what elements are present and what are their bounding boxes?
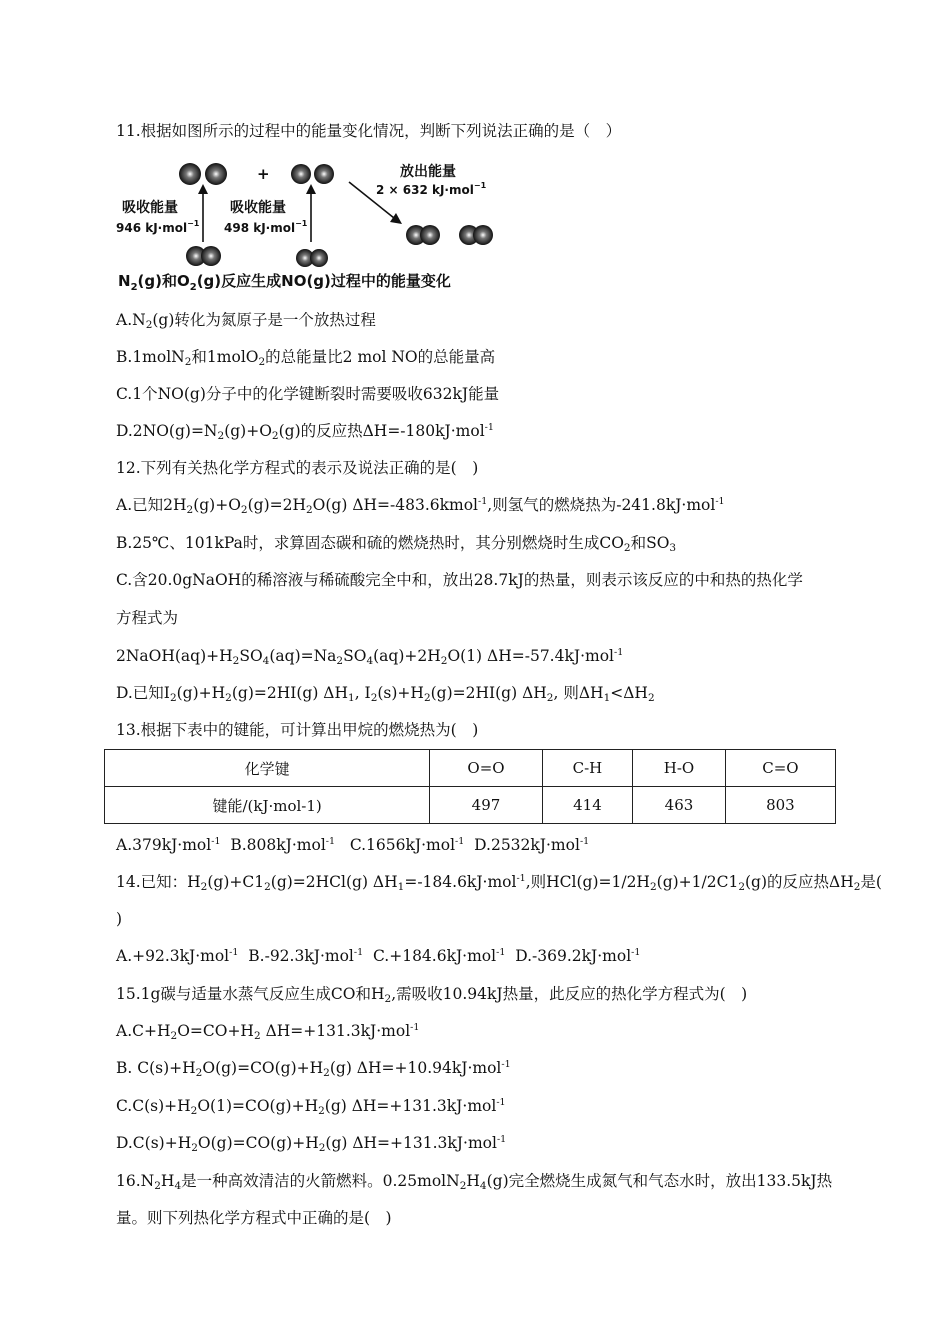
no-molecule-1-icon bbox=[406, 225, 440, 245]
q12-option-a: A.已知$2H_2(g)+O_2(g)=2H_2O(g)$ ΔH=-483.6kmol$^{-1}$,则氢气的燃烧热为-241.8kJ·mol$^{-1}$ bbox=[116, 496, 725, 516]
q11-option-a: $A.N_2(g)$转化为氮原子是一个放热过程 bbox=[116, 311, 376, 331]
table-cell: 化学键 bbox=[105, 750, 430, 787]
table-cell: C-H bbox=[542, 750, 632, 787]
q15-option-a: $A.C+H_2O=CO+H_2$ ΔH=+131.3kJ·mol$^{-1}$ bbox=[116, 1022, 420, 1042]
no-molecule-2-icon bbox=[459, 225, 493, 245]
q11-stem: 11.根据如图所示的过程中的能量变化情况，判断下列说法正确的是（ ） bbox=[116, 122, 622, 140]
release-label: 放出能量 bbox=[400, 164, 456, 180]
q11-option-c: C.1个NO(g)分子中的化学键断裂时需要吸收632kJ能量 bbox=[116, 385, 500, 403]
table-cell: H-O bbox=[633, 750, 726, 787]
figure-plus: + bbox=[257, 165, 270, 183]
o2-molecule-icon bbox=[296, 249, 328, 267]
q16-stem-line1: $16.N_2H_4$是一种高效清洁的火箭燃料。$0.25molN_2H_4(g)$完全燃烧生成氮气和气态水时，放出133.5kJ热 bbox=[116, 1172, 833, 1192]
absorb1-value: 946 kJ·mol$^{-1}$ bbox=[116, 219, 200, 235]
table-cell: 键能/(kJ·mol-1) bbox=[105, 787, 430, 824]
oxygen-atoms-icon bbox=[291, 164, 334, 184]
q12-option-c-equation: $2NaOH(aq)+H_2SO_4(aq)=Na_2SO_4(aq)+2H_2O(1)$ ΔH=-57.4kJ·mol$^{-1}$ bbox=[116, 647, 624, 667]
absorb-arrow-2-icon bbox=[306, 184, 316, 242]
release-value: 2 × 632 kJ·mol$^{-1}$ bbox=[376, 181, 487, 197]
q12-option-c-line1: C.含20.0gNaOH的稀溶液与稀硫酸完全中和，放出28.7kJ的热量，则表示该反应的中和热的热化学 bbox=[116, 571, 803, 589]
n2-molecule-icon bbox=[186, 246, 221, 266]
table-row bbox=[105, 787, 836, 824]
q12-option-d: D.已知$I_2(g)+H_2(g)=2HI(g)$ $\Delta H_1$, $I_2(s)+H_2(g)=2HI(g)$ $\Delta H_2$, 则$\Delta H_1<\Delta H_2$ bbox=[116, 684, 655, 704]
table-cell: C=O bbox=[725, 750, 835, 787]
table-header-row bbox=[105, 750, 836, 787]
q12-stem: 12.下列有关热化学方程式的表示及说法正确的是( ) bbox=[116, 459, 479, 477]
q13-options: A.379kJ·mol$^{-1}$ B.808kJ·mol$^{-1}$ C.1656kJ·mol$^{-1}$ D.2532kJ·mol$^{-1}$ bbox=[116, 836, 590, 854]
q15-option-c: $C.C(s)+H_2O(1)=CO(g)+H_2(g)$ ΔH=+131.3kJ·mol$^{-1}$ bbox=[116, 1097, 506, 1117]
q11-option-d: $D.2NO(g)=N_2(g)+O_2(g)$的反应热ΔH=-180kJ·mol$^{-1}$ bbox=[116, 422, 494, 442]
q12-option-c-line2: 方程式为 bbox=[116, 609, 179, 627]
table-cell: O=O bbox=[430, 750, 543, 787]
q15-stem: 15.1g碳与适量水蒸气反应生成CO和$H_2$,需吸收10.94kJ热量，此反应的热化学方程式为( ) bbox=[116, 985, 748, 1005]
absorb1-label: 吸收能量 bbox=[122, 200, 178, 216]
q13-stem: 13.根据下表中的键能，可计算出甲烷的燃烧热为( ) bbox=[116, 721, 479, 739]
q14-stem-line2: ) bbox=[116, 910, 123, 928]
q16-stem-line2: 量。则下列热化学方程式中正确的是( ) bbox=[116, 1209, 392, 1227]
table-cell: 497 bbox=[430, 787, 543, 824]
absorb-arrow-1-icon bbox=[198, 184, 208, 242]
absorb2-value: 498 kJ·mol$^{-1}$ bbox=[224, 219, 308, 235]
q12-option-b: B.25℃、101kPa时，求算固态碳和硫的燃烧热时，其分别燃烧时生成$CO_2$和$SO_3$ bbox=[116, 534, 677, 554]
q15-option-b: B. $C(s)+H_2O(g)=CO(g)+H_2(g)$ ΔH=+10.94kJ·mol$^{-1}$ bbox=[116, 1059, 511, 1079]
q14-options: A.+92.3kJ·mol$^{-1}$ B.-92.3kJ·mol$^{-1}$ C.+184.6kJ·mol$^{-1}$ D.-369.2kJ·mol$^{-1}$ bbox=[116, 947, 641, 965]
bond-energy-table bbox=[104, 749, 836, 824]
table-cell: 414 bbox=[542, 787, 632, 824]
energy-change-figure bbox=[112, 154, 502, 294]
absorb2-label: 吸收能量 bbox=[230, 200, 286, 216]
table-cell: 803 bbox=[725, 787, 835, 824]
figure-caption: $N_2(g)$和$O_2(g)$反应生成NO(g)过程中的能量变化 bbox=[118, 272, 451, 293]
nitrogen-atoms-icon bbox=[179, 163, 227, 185]
q11-option-b: B.1molN$_2$和1molO$_2$的总能量比2 mol NO的总能量高 bbox=[116, 348, 496, 368]
table-cell: 463 bbox=[633, 787, 726, 824]
q15-option-d: $D.C(s)+H_2O(g)=CO(g)+H_2(g)$ ΔH=+131.3kJ·mol$^{-1}$ bbox=[116, 1134, 507, 1154]
q14-stem-line1: 14.已知：$H_2(g)+C1_2(g)=2HCl(g)$ $\Delta H_1=-184.6kJ\cdot mol^{-1}$,则$HCl(g)=1/2H_2(g)+1/2C1_2(g)$的反应热$\Delta H_2$是( bbox=[116, 873, 882, 893]
